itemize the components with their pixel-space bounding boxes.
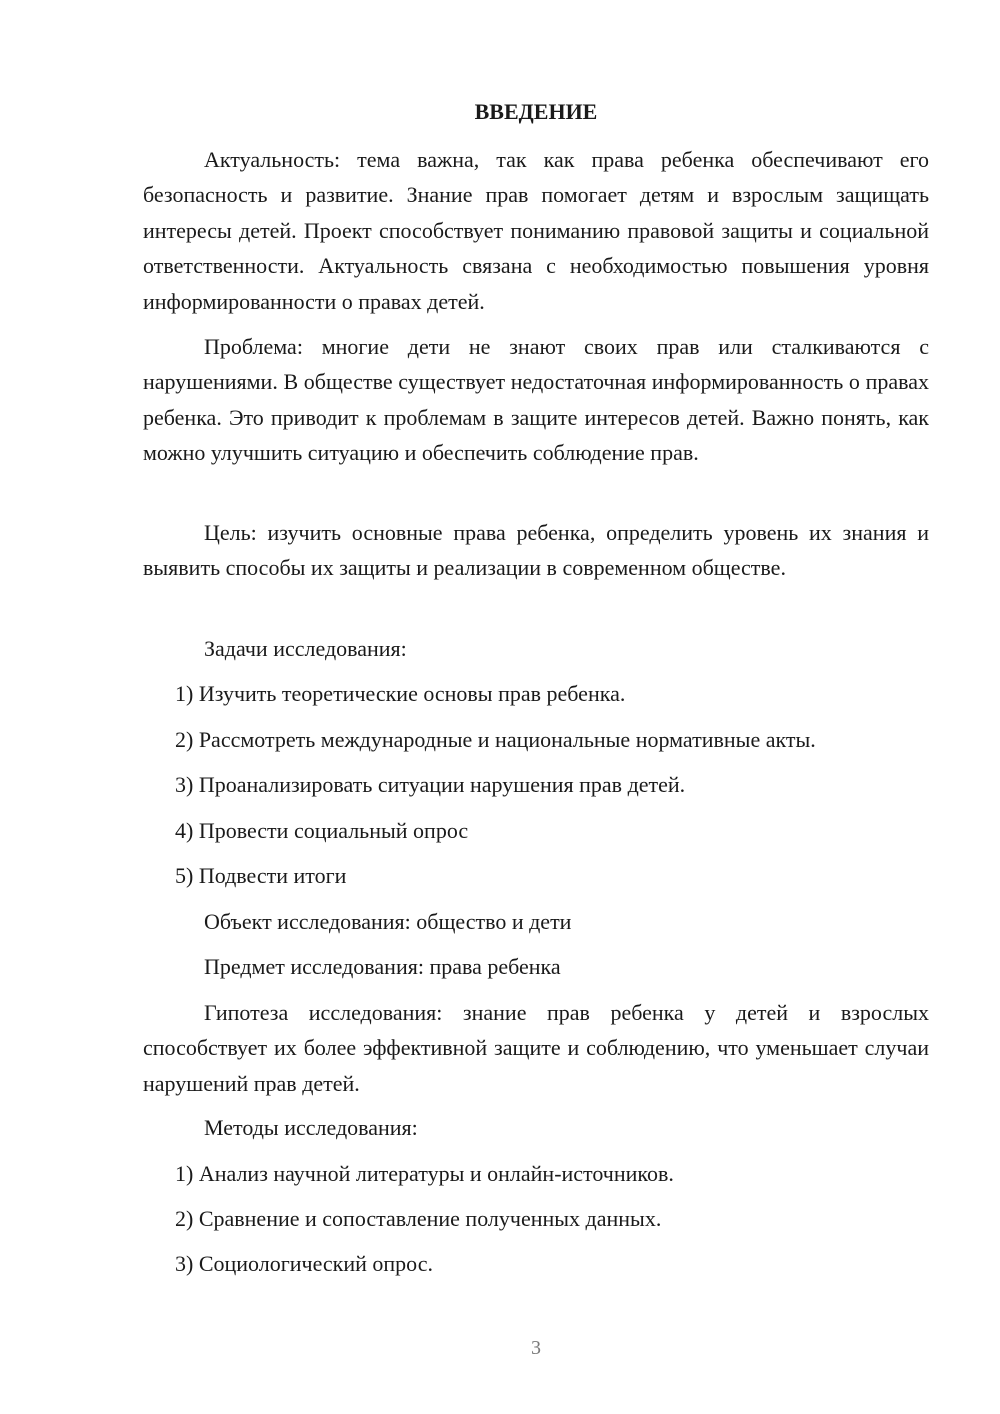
task-item-2: 2) Рассмотреть международные и национальные нормативные акты.	[175, 727, 816, 752]
task-item-1: 1) Изучить теоретические основы прав ребенка.	[175, 681, 626, 706]
page-title: ВВЕДЕНИЕ	[474, 99, 598, 124]
research-object: Объект исследования: общество и дети	[204, 909, 572, 934]
method-item-3: 3) Социологический опрос.	[175, 1251, 433, 1276]
goal-paragraph: Цель: изучить основные права ребенка, определить уровень их знания и выявить способы их защиты и реализации в современном обществе.	[143, 520, 929, 581]
research-subject: Предмет исследования: права ребенка	[204, 954, 561, 979]
methods-heading: Методы исследования:	[204, 1115, 418, 1140]
task-item-3: 3) Проанализировать ситуации нарушения прав детей.	[175, 772, 686, 797]
problem-paragraph: Проблема: многие дети не знают своих прав или сталкиваются с нарушениями. В обществе существует недостаточная информированность о правах ребенка. Это приводит к проблемам в защите интересов детей. Важно понять, как можно улучшить ситуацию и обеспечить соблюдение прав.	[143, 334, 929, 466]
method-item-1: 1) Анализ научной литературы и онлайн-источников.	[175, 1161, 674, 1186]
hypothesis-paragraph: Гипотеза исследования: знание прав ребенка у детей и взрослых способствует их более эффективной защите и соблюдению, что уменьшает случаи нарушений прав детей.	[143, 1000, 929, 1096]
task-item-5: 5) Подвести итоги	[175, 863, 347, 888]
method-item-2: 2) Сравнение и сопоставление полученных данных.	[175, 1206, 662, 1231]
page-number: 3	[531, 1337, 541, 1359]
task-item-4: 4) Провести социальный опрос	[175, 818, 469, 843]
relevance-paragraph: Актуальность: тема важна, так как права ребенка обеспечивают его безопасность и развитие. Знание прав помогает детям и взрослым защищать интересы детей. Проект способствует пониманию правовой защиты и социальной ответственности. Актуальность связана с необходимостью повышения уровня информированности о правах детей.	[143, 147, 929, 314]
tasks-heading: Задачи исследования:	[204, 636, 407, 661]
